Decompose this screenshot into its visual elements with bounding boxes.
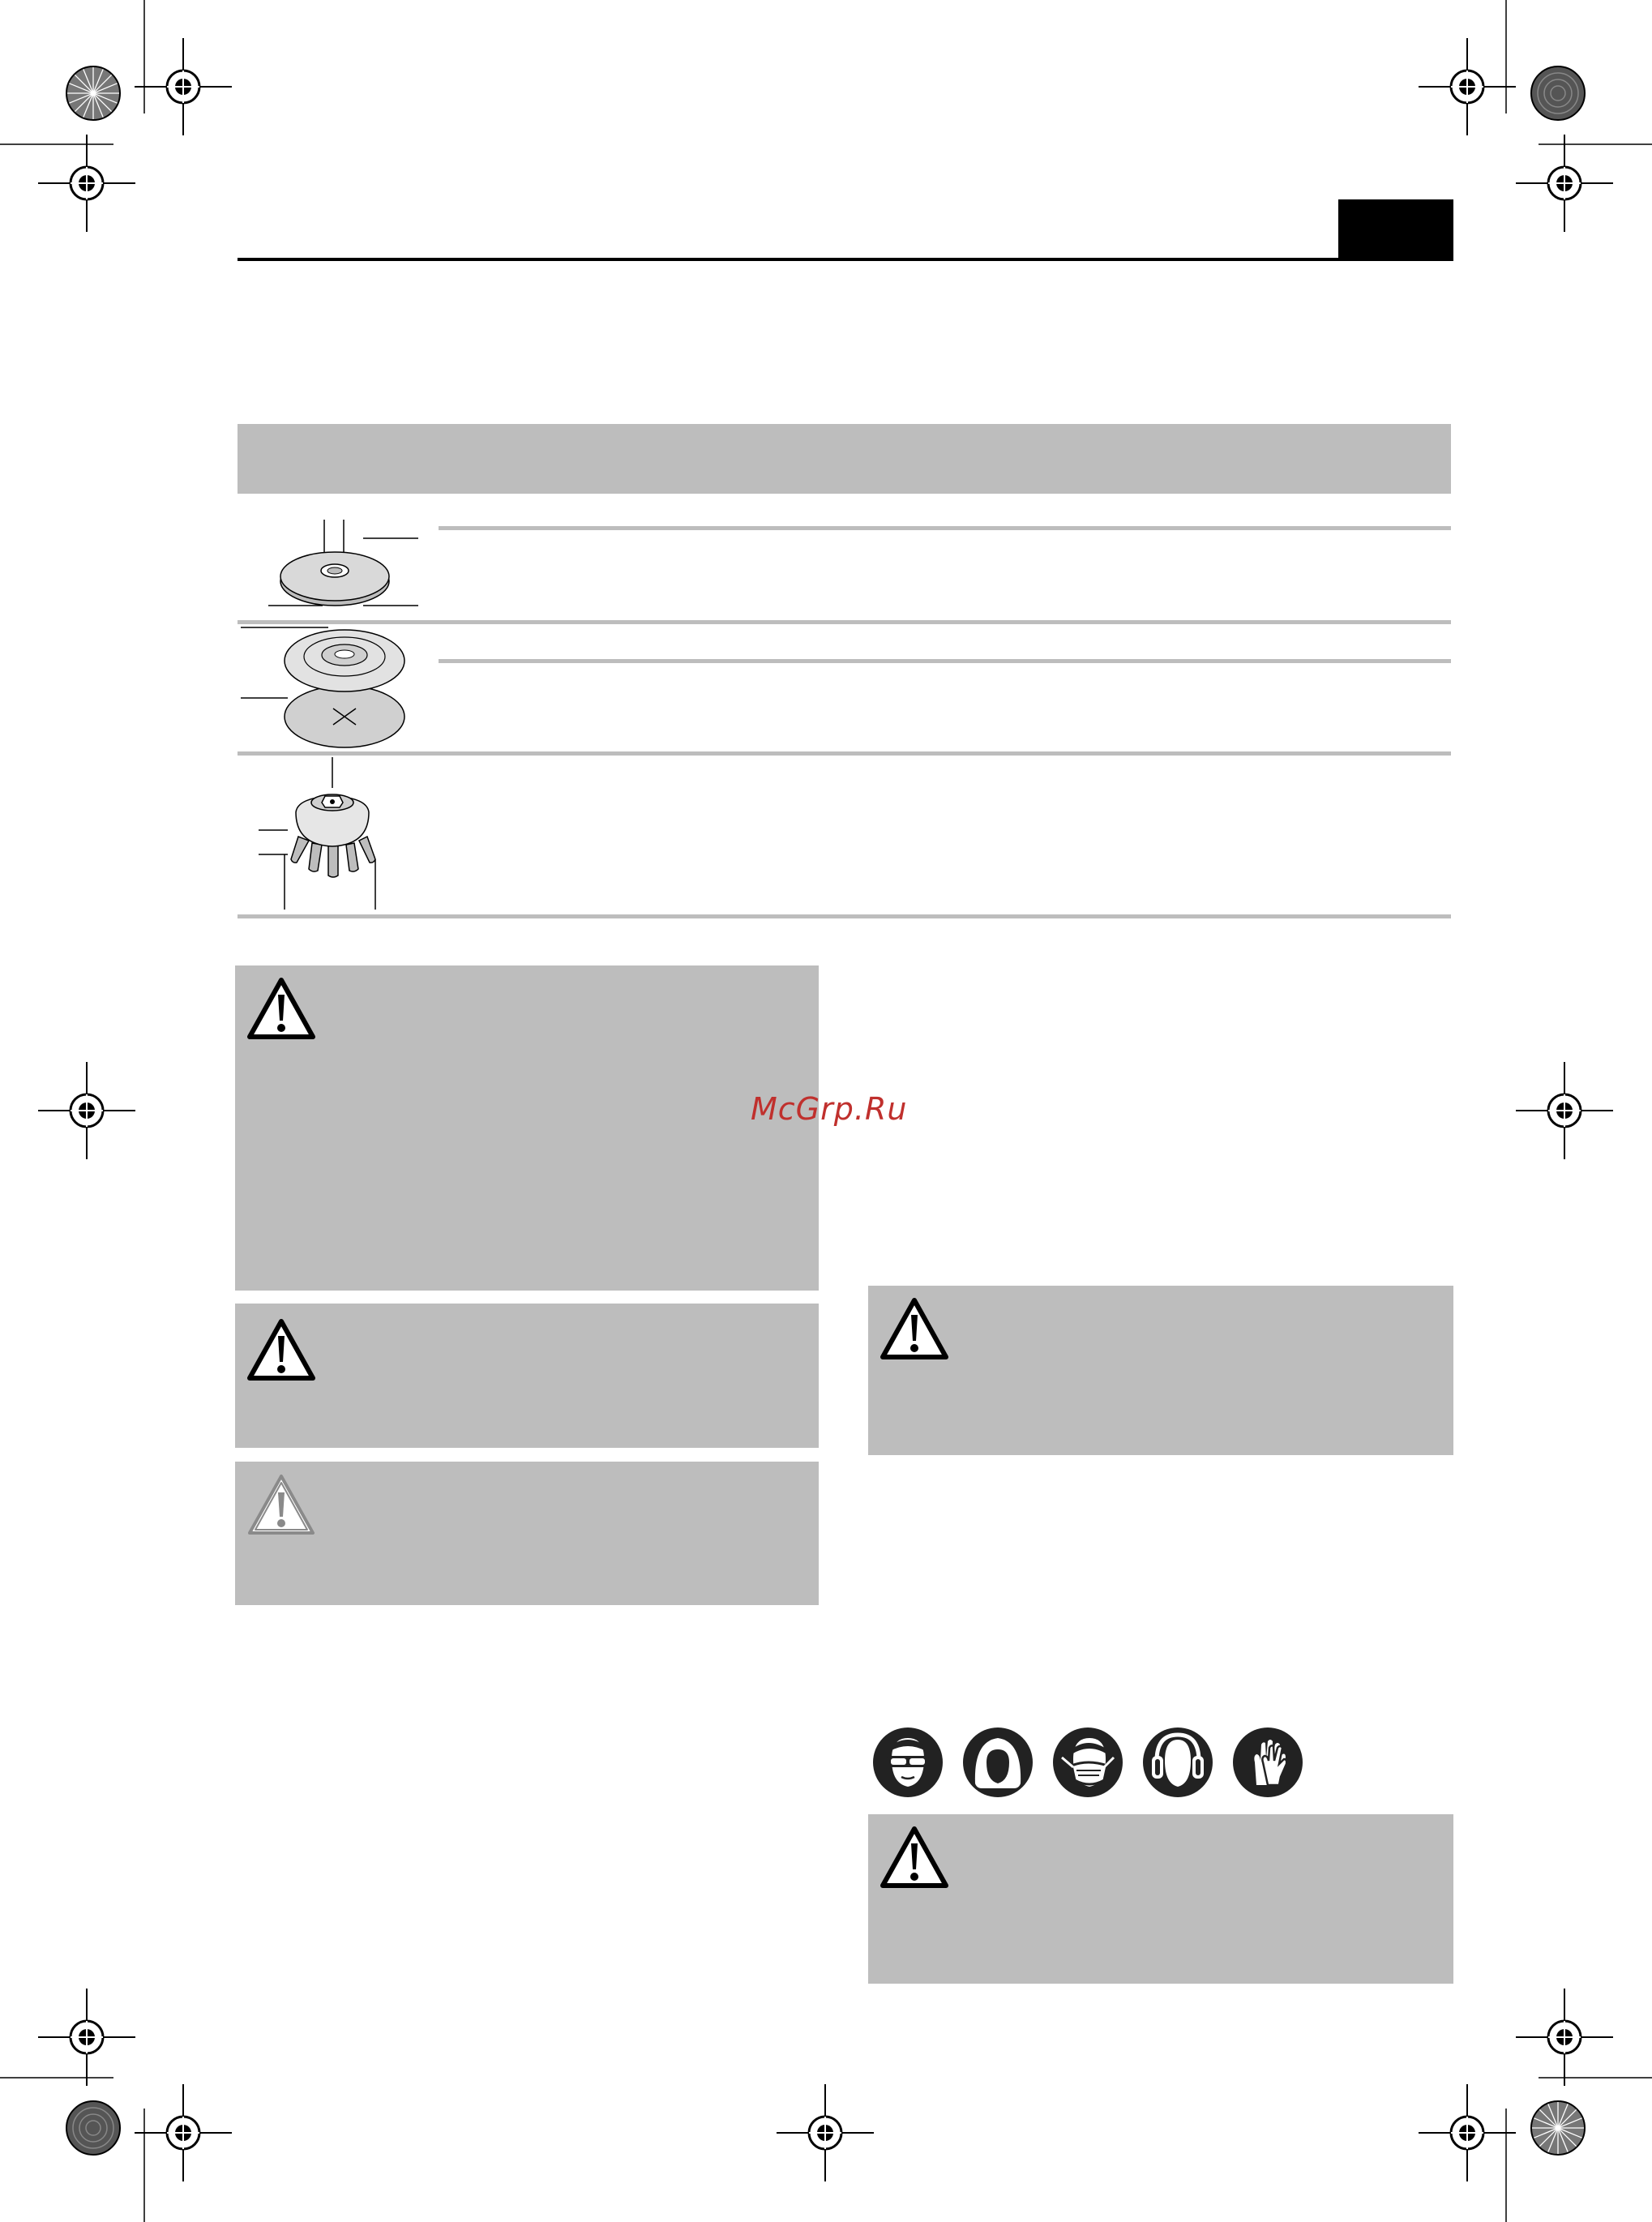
- page-tab: [1338, 199, 1453, 261]
- ear-protection-icon: [1142, 1727, 1213, 1798]
- table-row: [238, 494, 1451, 623]
- table-header-bar: [238, 424, 1451, 494]
- header-rule: [238, 258, 1340, 261]
- safety-goggles-icon: [872, 1727, 944, 1798]
- warning-triangle-icon: [246, 1318, 316, 1381]
- warning-triangle-icon: [246, 977, 316, 1040]
- warning-box: [235, 965, 819, 1291]
- ppe-icons: [872, 1727, 1310, 1800]
- warning-box: [235, 1304, 819, 1448]
- row-rule: [439, 526, 1451, 530]
- hair-protection-icon: [962, 1727, 1034, 1798]
- warning-triangle-icon: [879, 1826, 949, 1889]
- flange-and-disc-icon: [238, 624, 432, 752]
- warning-box: [235, 1462, 819, 1605]
- wire-cup-brush-icon: [238, 756, 432, 918]
- table-row: [238, 756, 1451, 918]
- warning-box: [868, 1286, 1453, 1455]
- table-row: [238, 624, 1451, 752]
- watermark-text: McGrp.Ru: [751, 1091, 908, 1127]
- warning-triangle-icon: [879, 1297, 949, 1360]
- backing-pad-icon: [238, 494, 432, 623]
- table-bottom-rule: [238, 914, 1451, 918]
- gloves-icon: [1232, 1727, 1303, 1798]
- dust-mask-icon: [1052, 1727, 1123, 1798]
- warning-box: [868, 1814, 1453, 1984]
- row-rule: [439, 659, 1451, 663]
- warning-triangle-icon: [246, 1473, 316, 1536]
